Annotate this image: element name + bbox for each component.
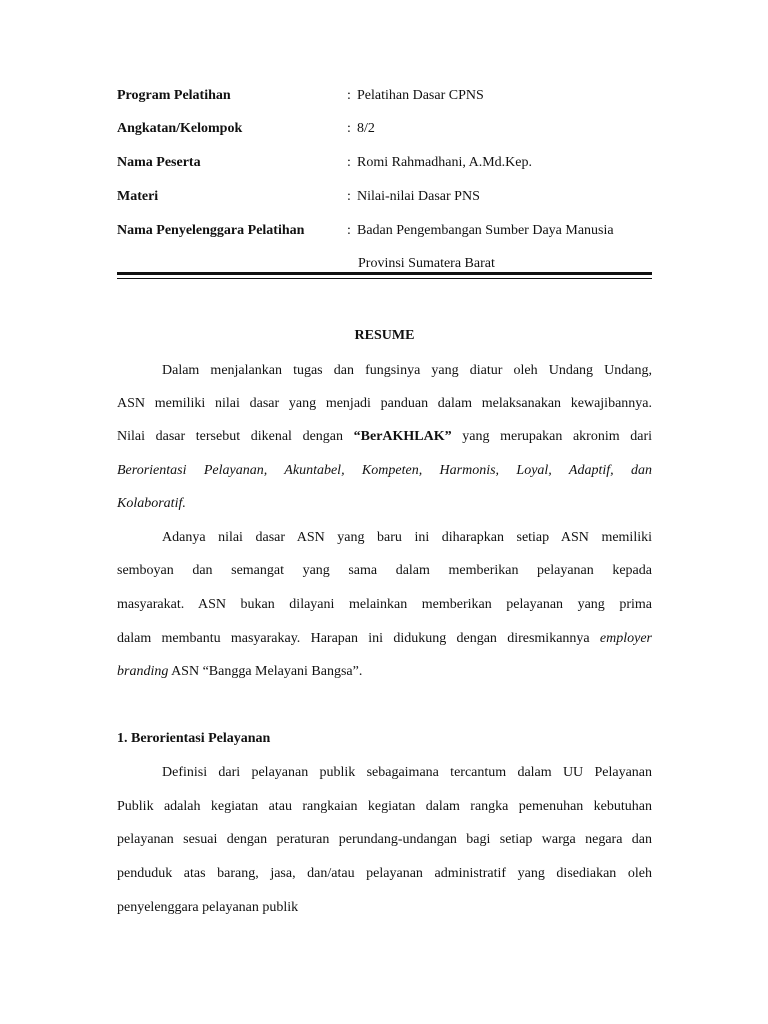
s1-line-4: penduduk atas barang, jasa, dan/atau pelayanan administratif yang disediakan oleh [117,866,652,881]
resume-title: RESUME [354,328,415,343]
header-value: Badan Pengembangan Sumber Daya Manusia [357,223,614,238]
header-rule-thin [117,278,652,279]
s1-line-3: pelayanan sesuai dengan peraturan perundang-undangan bagi setiap warga negara dan [117,832,652,847]
header-colon: : [347,121,351,136]
p2-line-2: semboyan dan semangat yang sama dalam memberikan pelayanan kepada [117,563,652,578]
p1-line-3-post: yang merupakan akronim dari [451,429,653,444]
header-value: Nilai-nilai Dasar PNS [357,189,480,204]
p1-line-3 [117,429,652,445]
header-value: Pelatihan Dasar CPNS [357,88,484,103]
s1-line-5: penyelenggara pelayanan publik [117,900,299,915]
p2-line-4-italic: employer [599,631,652,646]
header-row-angkatan [117,121,657,141]
section-1-title: 1. Berorientasi Pelayanan [117,731,271,746]
header-label: Program Pelatihan [117,88,231,103]
header-row-materi [117,189,657,209]
header-colon: : [347,88,351,103]
header-value-continuation: Provinsi Sumatera Barat [358,256,495,271]
header-colon: : [347,155,351,170]
p2-line-4-pre: dalam membantu masyarakay. Harapan ini didukung dengan diresmikannya [117,631,600,646]
p1-line-5: Kolaboratif. [117,496,186,511]
p2-line-5-post: ASN “Bangga Melayani Bangsa”. [168,664,363,679]
header-row-nama-peserta [117,155,657,175]
p1-line-1: Dalam menjalankan tugas dan fungsinya yang diatur oleh Undang Undang, [162,363,652,378]
p2-line-4 [117,631,652,647]
header-row-penyelenggara [117,223,657,243]
berakhlak-term: “BerAKHLAK” [353,429,452,444]
p1-line-3-pre: Nilai dasar tersebut dikenal dengan [117,429,354,444]
s1-line-2: Publik adalah kegiatan atau rangkaian kegiatan dalam rangka pemenuhan kebutuhan [117,799,652,814]
p1-line-2: ASN memiliki nilai dasar yang menjadi panduan dalam melaksanakan kewajibannya. [117,396,652,411]
header-value: Romi Rahmadhani, A.Md.Kep. [357,155,532,170]
s1-line-1: Definisi dari pelayanan publik sebagaimana tercantum dalam UU Pelayanan [162,765,652,780]
p2-line-5 [117,664,652,680]
header-colon: : [347,189,351,204]
header-label: Angkatan/Kelompok [117,121,243,136]
header-label: Nama Penyelenggara Pelatihan [117,223,305,238]
header-colon: : [347,223,351,238]
header-label: Materi [117,189,159,204]
p2-line-3: masyarakat. ASN bukan dilayani melainkan memberikan pelayanan yang prima [117,597,652,612]
header-rule-thick [117,272,652,275]
header-label: Nama Peserta [117,155,201,170]
header-row-program [117,88,657,108]
p1-line-4: Berorientasi Pelayanan, Akuntabel, Kompeten, Harmonis, Loyal, Adaptif, dan [117,463,652,478]
p2-line-5-italic: branding [117,664,169,679]
header-value: 8/2 [357,121,375,136]
p2-line-1: Adanya nilai dasar ASN yang baru ini diharapkan setiap ASN memiliki [162,530,652,545]
